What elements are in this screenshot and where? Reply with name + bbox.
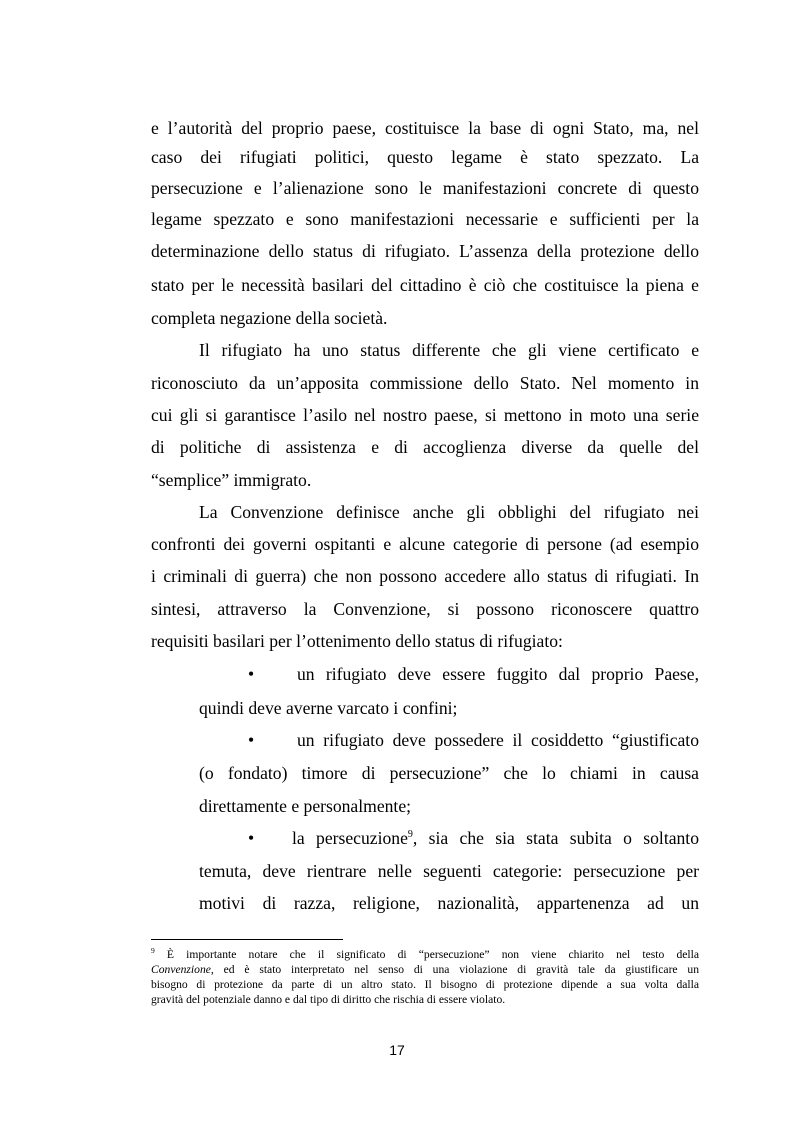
text-line: di politiche di assistenza e di accoglienza diverse da quelle del <box>151 437 699 457</box>
footnote-reference: 9 <box>407 829 413 841</box>
footnote-line <box>151 947 699 962</box>
text-line: direttamente e personalmente; <box>199 796 412 816</box>
text-line: La Convenzione definisce anche gli obblighi del rifugiato nei <box>199 502 699 522</box>
text-line: cui gli si garantisce l’asilo nel nostro paese, si mettono in moto una serie <box>151 405 699 425</box>
text-line: un rifugiato deve essere fuggito dal proprio Paese, <box>297 664 699 684</box>
text-line: completa negazione della società. <box>151 308 388 328</box>
text-line: un rifugiato deve possedere il cosiddetto “giustificato <box>297 730 699 750</box>
footnote-line <box>151 962 699 977</box>
text-line: persecuzione e l’alienazione sono le manifestazioni concrete di questo <box>151 178 699 198</box>
footnote-line: bisogno di protezione da parte di un altro stato. Il bisogno di protezione dipende a sua volta dalla <box>151 978 699 991</box>
text-line: sintesi, attraverso la Convenzione, si possono riconoscere quattro <box>151 599 699 619</box>
footnote-line: gravità del potenziale danno e dal tipo di diritto che rischia di essere violato. <box>151 993 506 1006</box>
text-run: , sia che sia stata subita o soltanto <box>412 828 699 848</box>
text-run: , ed è stato interpretato nel senso di una violazione di gravità tale da giustificare un <box>210 963 699 976</box>
text-line: stato per le necessità basilari del cittadino è ciò che costituisce la piena e <box>151 275 699 295</box>
text-run: È importante notare che il significato di “persecuzione” non viene chiarito nel testo della <box>154 948 699 961</box>
page-number: 17 <box>389 1042 405 1058</box>
text-run: la persecuzione <box>292 828 408 848</box>
text-line: (o fondato) timore di persecuzione” che lo chiami in causa <box>199 763 699 783</box>
italic-term: Convenzione <box>151 963 211 976</box>
bullet-icon: • <box>248 828 255 848</box>
text-line: caso dei rifugiati politici, questo legame è stato spezzato. La <box>151 147 699 167</box>
text-line: requisiti basilari per l’ottenimento dello status di rifugiato: <box>151 631 563 651</box>
text-line: Il rifugiato ha uno status differente che gli viene certificato e <box>199 340 699 360</box>
footnote-marker: 9 <box>151 946 155 956</box>
text-line: confronti dei governi ospitanti e alcune categorie di persone (ad esempio <box>151 534 699 554</box>
text-line: temuta, deve rientrare nelle seguenti categorie: persecuzione per <box>199 861 699 881</box>
text-line: motivi di razza, religione, nazionalità, appartenenza ad un <box>199 893 699 913</box>
text-line: i criminali di guerra) che non possono accedere allo status di rifugiati. In <box>151 566 699 586</box>
text-line: legame spezzato e sono manifestazioni necessarie e sufficienti per la <box>151 209 699 229</box>
bullet-icon: • <box>248 730 255 750</box>
text-line: “semplice” immigrato. <box>151 470 312 490</box>
footnote-separator <box>151 939 343 940</box>
text-line <box>292 827 699 849</box>
text-line: riconosciuto da un’apposita commissione dello Stato. Nel momento in <box>151 373 699 393</box>
text-line: quindi deve averne varcato i confini; <box>199 698 458 718</box>
bullet-icon: • <box>248 664 255 684</box>
text-line: determinazione dello status di rifugiato. L’assenza della protezione dello <box>151 241 699 261</box>
text-line: e l’autorità del proprio paese, costituisce la base di ogni Stato, ma, nel <box>151 118 699 138</box>
